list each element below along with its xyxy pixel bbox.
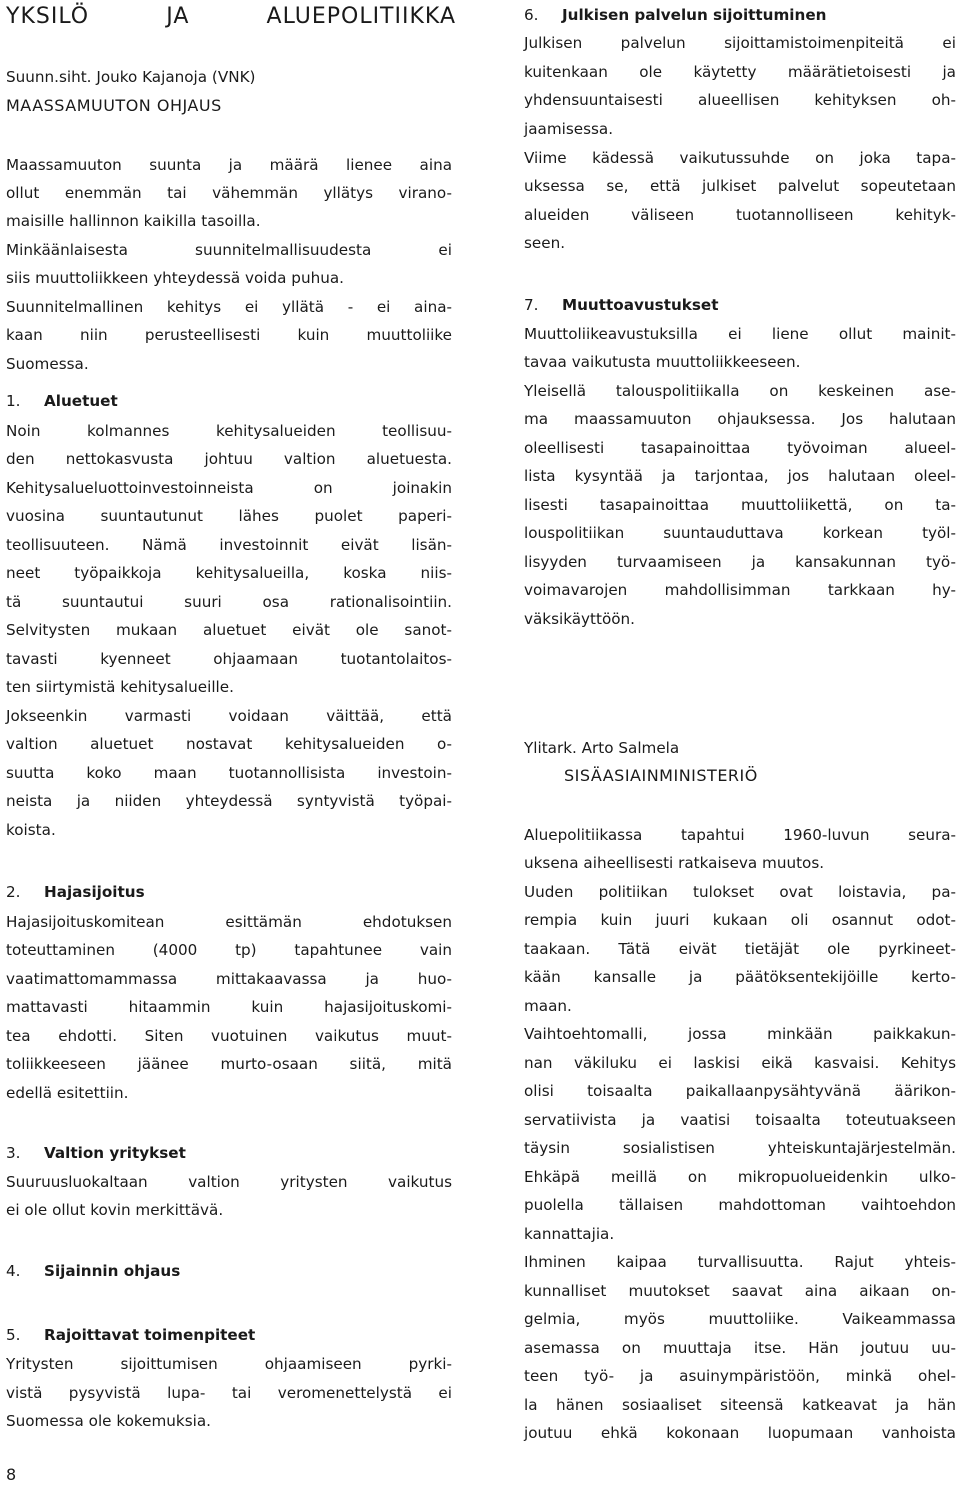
text-line: ten siirtymistä kehitysalueille.: [6, 678, 234, 696]
section-heading: [6, 391, 118, 411]
text-line: asemassa on muuttaja itse. Hän joutuu uu-: [524, 1339, 956, 1357]
text-line: Vaihtoehtomalli, jossa minkään paikkakun-: [524, 1025, 956, 1043]
page-number: 8: [6, 1465, 17, 1484]
text-line: servatiivista ja vaatisi toisaalta toteutuakseen: [524, 1111, 956, 1129]
text-line: Yleisellä talouspolitiikalla on keskeinen ase-: [524, 382, 956, 400]
text-line: vuosina suuntautunut lähes puolet paperi-: [6, 507, 452, 525]
text-line: Julkisen palvelun sijoittamistoimenpiteitä ei: [524, 34, 956, 52]
text-line: kannattajia.: [524, 1225, 615, 1243]
text-line: mattavasti hitaammin kuin hajasijoituskomi-: [6, 998, 452, 1016]
text-line: Selvitysten mukaan aluetuet eivät ole sanot-: [6, 621, 452, 639]
section-number: 6.: [524, 6, 539, 24]
text-line: puolella tällaisen mahdottoman vaihtoehdon: [524, 1196, 956, 1214]
text-line: tea ehdotti. Siten vuotuinen vaikutus muut-: [6, 1027, 452, 1045]
text-line: Kehitysalueluottoinvestoinneista on joinakin: [6, 479, 452, 497]
text-line: vaatimattomammassa mittakaavassa ja huo-: [6, 970, 452, 988]
text-line: Yritysten sijoittumisen ohjaamiseen pyrki-: [6, 1355, 452, 1373]
text-line: Noin kolmannes kehitysalueiden teollisuu-: [6, 422, 452, 440]
text-line: la hänen sosiaaliset siteensä katkeavat ja hän: [524, 1396, 956, 1414]
text-line: uksena aiheellisesti ratkaiseva muutos.: [524, 854, 825, 872]
text-line: oleellisesti tasapainoittaa työvoiman alueel-: [524, 439, 956, 457]
text-line: edellä esitettiin.: [6, 1084, 129, 1102]
text-line: toliikkeeseen jäänee murto-osaan siitä, mitä: [6, 1055, 452, 1073]
text-line: Jokseenkin varmasti voidaan väittää, että: [6, 707, 452, 725]
text-line: Maassamuuton suunta ja määrä lienee aina: [6, 156, 452, 174]
text-line: Suunnitelmallinen kehitys ei yllätä - ei aina-: [6, 298, 452, 316]
text-line: Suomessa.: [6, 355, 89, 373]
text-line: tavasti kyenneet ohjaamaan tuotantolaitos-: [6, 650, 452, 668]
text-line: maisille hallinnon kaikilla tasoilla.: [6, 212, 261, 230]
text-line: Minkäänlaisesta suunnitelmallisuudesta ei: [6, 241, 452, 259]
section-number: 4.: [6, 1262, 21, 1280]
section-heading: [6, 1325, 255, 1345]
section-title: Aluetuet: [44, 392, 118, 410]
text-line: jaamisessa.: [524, 120, 614, 138]
page-title: [6, 4, 456, 30]
text-line: tä suuntautui suuri osa rationalisointiin.: [6, 593, 452, 611]
speaker1-topic: MAASSAMUUTON OHJAUS: [6, 96, 222, 115]
text-line: den nettokasvusta johtuu valtion aluetuesta.: [6, 450, 452, 468]
text-line: alueiden väliseen tuotannolliseen kehityk-: [524, 206, 956, 224]
title-word: JA: [166, 4, 190, 29]
text-line: ollut enemmän tai vähemmän yllätys virano-: [6, 184, 452, 202]
speaker2-org: SISÄASIAINMINISTERIÖ: [564, 766, 758, 785]
text-line: uksessa se, että julkiset palvelut sopeutetaan: [524, 177, 956, 195]
text-line: Ehkäpä meillä on mikropuolueidenkin ulko-: [524, 1168, 956, 1186]
text-line: neet työpaikkoja kehitysalueilla, koska niis-: [6, 564, 452, 582]
section-heading: [6, 1143, 186, 1163]
text-line: koista.: [6, 821, 56, 839]
text-line: siis muuttoliikkeen yhteydessä voida puhua.: [6, 269, 344, 287]
text-line: suutta koko maan tuotannollisista investoin-: [6, 764, 452, 782]
section-title: Rajoittavat toimenpiteet: [44, 1326, 256, 1344]
text-line: yhdensuuntaisesti alueellisen kehityksen oh-: [524, 91, 956, 109]
section-heading: [524, 295, 718, 315]
text-line: valtion aluetuet nostavat kehitysalueiden o-: [6, 735, 452, 753]
text-line: voimavarojen mahdollisimman tarkkaan hy-: [524, 581, 956, 599]
title-word: ALUEPOLITIIKKA: [266, 4, 456, 29]
text-line: joutuu ehkä kokonaan luopumaan vanhoista: [524, 1424, 956, 1442]
text-line: Ihminen kaipaa turvallisuutta. Rajut yhteis-: [524, 1253, 956, 1271]
text-line: tavaa vaikutusta muuttoliikkeeseen.: [524, 353, 801, 371]
speaker2-name: Ylitark. Arto Salmela: [524, 739, 680, 757]
speaker1-name: Suunn.siht. Jouko Kajanoja (VNK): [6, 68, 256, 86]
section-heading: [6, 1261, 180, 1281]
text-line: ei ole ollut kovin merkittävä.: [6, 1201, 224, 1219]
text-line: lisyyden turvaamiseen ja kansakunnan työ-: [524, 553, 956, 571]
text-line: kunnalliset muutokset saavat aina aikaan on-: [524, 1282, 956, 1300]
text-line: neista ja niiden yhteydessä syntyvistä työpai-: [6, 792, 452, 810]
text-line: täysin sosialistisen yhteiskuntajärjestelmän.: [524, 1139, 956, 1157]
section-title: Hajasijoitus: [44, 883, 145, 901]
text-line: vistä pysyvistä lupa- tai veromenettelystä ei: [6, 1384, 452, 1402]
section-number: 3.: [6, 1144, 21, 1162]
text-line: louspolitiikan suuntauduttava korkean työl-: [524, 524, 956, 542]
text-line: väksikäyttöön.: [524, 610, 635, 628]
text-line: kuitenkaan ole käytetty määrätietoisesti ja: [524, 63, 956, 81]
section-title: Sijainnin ohjaus: [44, 1262, 181, 1280]
text-line: teen työ- ja asuinympäristöön, minkä ohel-: [524, 1367, 956, 1385]
text-line: lista kysyntää ja tarjontaa, jos halutaan oleel-: [524, 467, 956, 485]
section-heading: [524, 5, 826, 25]
text-line: toteuttaminen (4000 tp) tapahtunee vain: [6, 941, 452, 959]
text-line: kään kansalle ja päätöksentekijöille kerto-: [524, 968, 956, 986]
text-line: olisi toisaalta paikallaanpysähtyvänä äärikon-: [524, 1082, 956, 1100]
text-line: taakaan. Tätä eivät tietäjät ole pyrkineet-: [524, 940, 956, 958]
section-number: 1.: [6, 392, 21, 410]
section-title: Julkisen palvelun sijoittuminen: [562, 6, 827, 24]
text-line: Aluepolitiikassa tapahtui 1960-luvun seura-: [524, 826, 956, 844]
section-number: 2.: [6, 883, 21, 901]
text-line: nan väkiluku ei laskisi eikä kasvaisi. Kehitys: [524, 1054, 956, 1072]
section-heading: [6, 882, 145, 902]
text-line: Muuttoliikeavustuksilla ei liene ollut mainit-: [524, 325, 956, 343]
section-title: Valtion yritykset: [44, 1144, 186, 1162]
text-line: ma maassamuuton ohjauksessa. Jos halutaan: [524, 410, 956, 428]
text-line: Uuden politiikan tulokset ovat loistavia, pa-: [524, 883, 956, 901]
text-line: Viime kädessä vaikutussuhde on joka tapa-: [524, 149, 956, 167]
section-title: Muuttoavustukset: [562, 296, 719, 314]
text-line: kaan niin perusteellisesti kuin muuttoliike: [6, 326, 452, 344]
text-line: Suuruusluokaltaan valtion yritysten vaikutus: [6, 1173, 452, 1191]
text-line: maan.: [524, 997, 572, 1015]
text-line: rempia kuin juuri kukaan oli osannut odot-: [524, 911, 956, 929]
text-line: seen.: [524, 234, 566, 252]
text-line: lisesti tasapainoittaa muuttoliikettä, on ta-: [524, 496, 956, 514]
title-word: YKSILÖ: [6, 4, 90, 29]
section-number: 5.: [6, 1326, 21, 1344]
text-line: Suomessa ole kokemuksia.: [6, 1412, 211, 1430]
section-number: 7.: [524, 296, 539, 314]
text-line: Hajasijoituskomitean esittämän ehdotuksen: [6, 913, 452, 931]
text-line: teollisuuteen. Nämä investoinnit eivät lisän-: [6, 536, 452, 554]
text-line: gelmia, myös muuttoliike. Vaikeammassa: [524, 1310, 956, 1328]
